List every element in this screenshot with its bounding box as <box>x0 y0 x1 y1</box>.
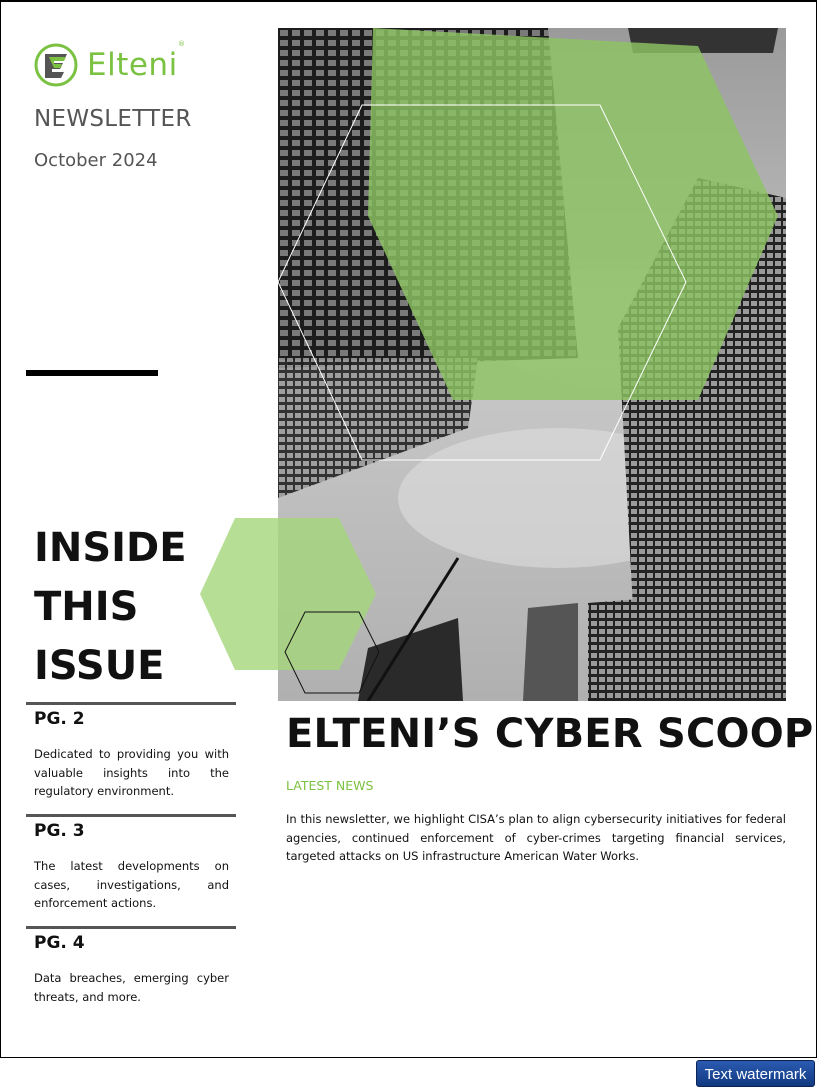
section-summary: Dedicated to providing you with valuable insights into the regulatory environment. <box>34 747 229 798</box>
section-pg2 <box>26 702 236 801</box>
section-summary: Data breaches, emerging cyber threats, and more. <box>34 971 229 1004</box>
text-watermark-button[interactable]: Text watermark <box>696 1060 815 1087</box>
brand-name: Elteni <box>87 47 178 83</box>
section-page-label: PG. 4 <box>34 933 85 953</box>
latest-news-kicker: LATEST NEWS <box>286 778 374 793</box>
issue-date: October 2024 <box>34 150 158 171</box>
registered-mark: ® <box>178 40 185 48</box>
inside-line-1: INSIDE <box>34 525 187 571</box>
newsletter-label: NEWSLETTER <box>34 106 192 132</box>
inside-line-3: ISSUE <box>34 643 165 689</box>
main-title: ELTENI’S CYBER SCOOP <box>286 711 814 757</box>
section-page-label: PG. 3 <box>34 821 85 841</box>
section-page-label: PG. 2 <box>34 709 85 729</box>
section-pg3 <box>26 814 236 913</box>
inside-this-issue-heading <box>34 519 187 696</box>
green-hexagon-decoration <box>199 517 379 697</box>
elteni-logo-icon <box>33 42 79 88</box>
section-pg4 <box>26 926 236 1006</box>
intro-paragraph: In this newsletter, we highlight CISA’s plan to align cybersecurity initiatives for federal agencies, continued enforcement of cyber-crimes targeting financial services, targeted attacks on US infrastructure American Water Works. <box>286 812 786 863</box>
section-summary: The latest developments on cases, investigations, and enforcement actions. <box>34 859 229 910</box>
inside-line-2: THIS <box>34 584 139 630</box>
brand-logo <box>33 40 185 88</box>
accent-rule <box>26 370 158 376</box>
